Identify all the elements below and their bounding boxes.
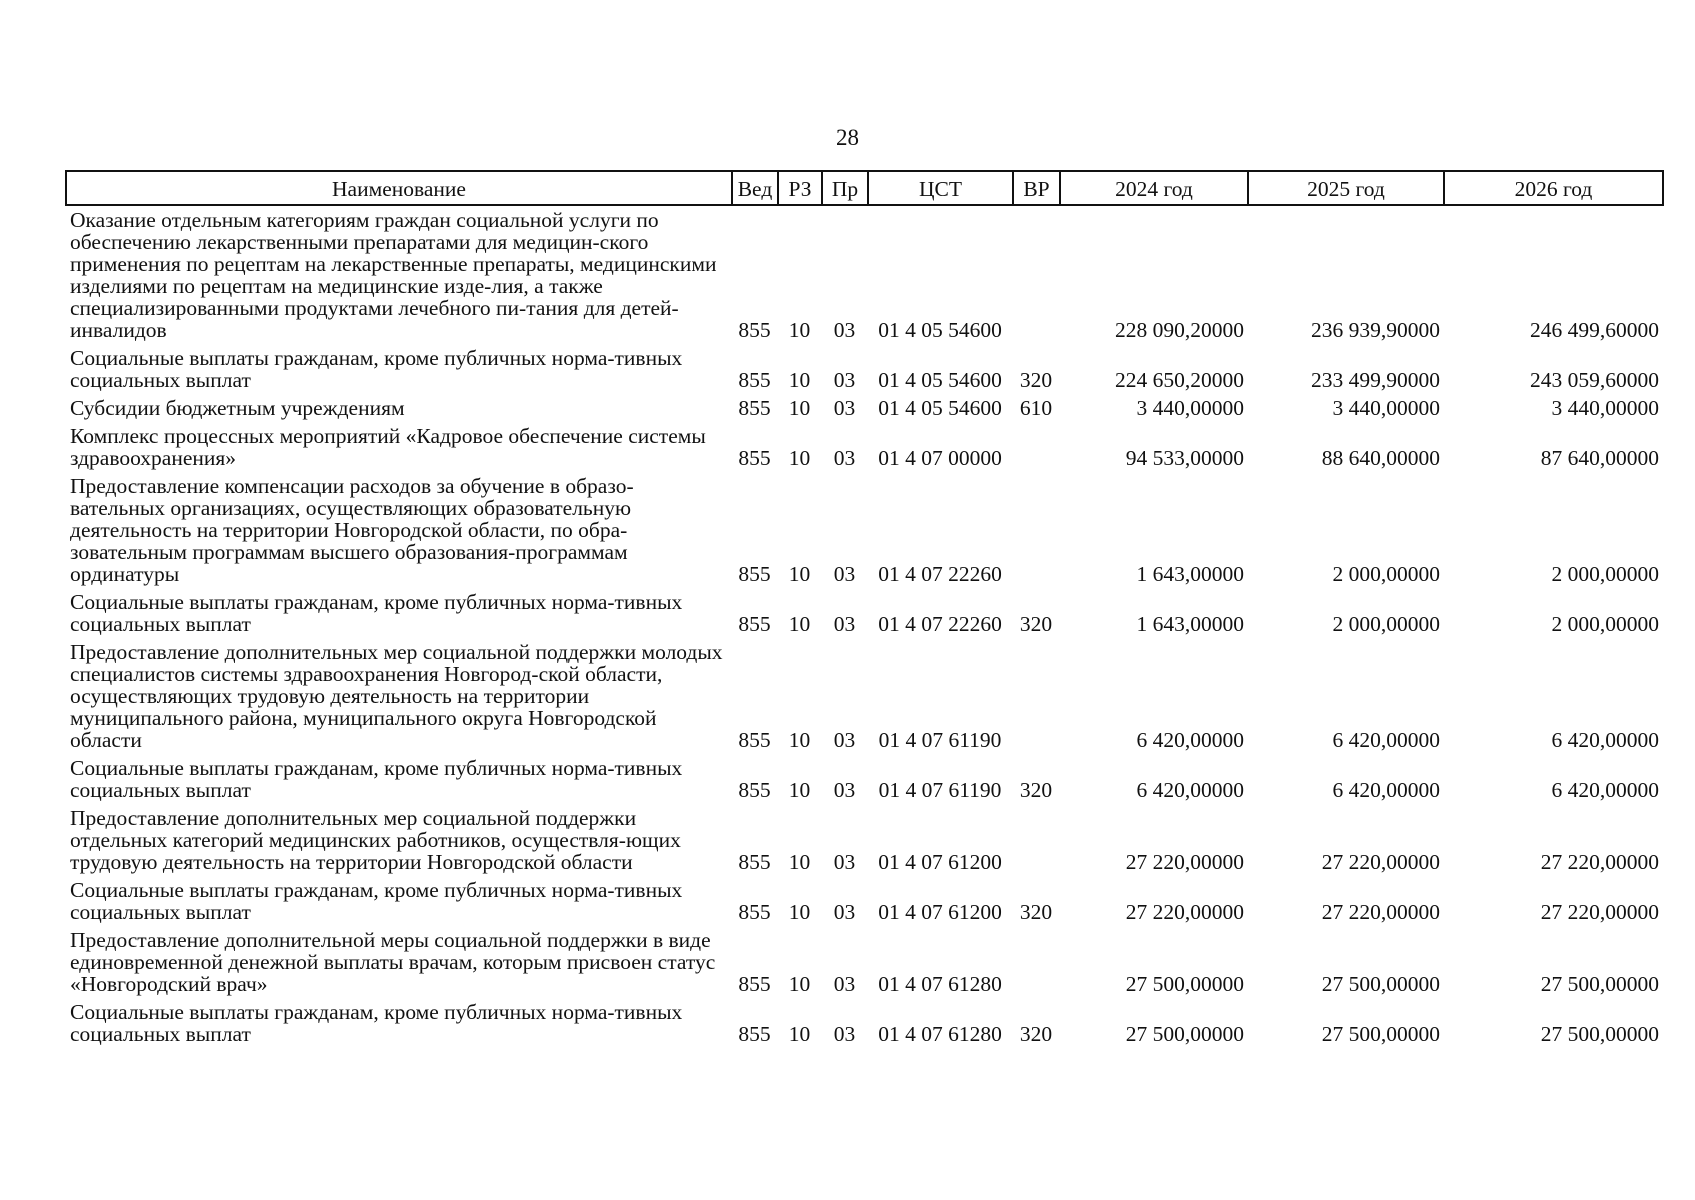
row-rz: 10 <box>788 396 811 420</box>
row-2024: 27 500,00000 <box>1125 1022 1244 1046</box>
table-body <box>66 205 1663 1048</box>
row-cst: 01 4 07 61280 <box>878 1022 1002 1046</box>
row-vr: 610 <box>1019 396 1053 420</box>
row-2026: 27 220,00000 <box>1540 900 1659 924</box>
row-name: Предоставление компенсации расходов за обучение в образо-вательных организациях, осуществляющих образовательную деятельность на территории Новгородской области, по обра-зовательным программам высшего образования-программам ординатуры <box>70 474 634 586</box>
row-ved: 855 <box>738 396 771 420</box>
header-cst: ЦСТ <box>868 171 1013 205</box>
row-vr: 320 <box>1019 1022 1053 1046</box>
header-ved: Вед <box>732 171 778 205</box>
row-vr: 320 <box>1019 900 1053 924</box>
row-pr: 03 <box>833 728 856 752</box>
row-ved: 855 <box>738 318 771 342</box>
row-2026: 87 640,00000 <box>1540 446 1659 470</box>
row-ved: 855 <box>738 446 771 470</box>
table-row <box>66 344 1663 394</box>
row-vr <box>1013 926 1060 998</box>
table-header-row <box>66 171 1663 205</box>
row-ved: 855 <box>738 612 771 636</box>
row-vr: 320 <box>1019 368 1053 392</box>
row-2024: 27 500,00000 <box>1125 972 1244 996</box>
row-2025: 2 000,00000 <box>1332 612 1440 636</box>
table-row <box>66 926 1663 998</box>
row-name: Оказание отдельным категориям граждан социальной услуги по обеспечению лекарственными препаратами для медицин-ского применения по рецептам на лекарственные препараты, медицинскими изделиями по рецептам на медицинские изде-лия, а также специализированными продуктами лечебного пи-тания для детей-инвалидов <box>70 208 717 342</box>
row-name: Социальные выплаты гражданам, кроме публичных норма-тивных социальных выплат <box>70 590 683 636</box>
row-2024: 6 420,00000 <box>1136 778 1244 802</box>
row-pr: 03 <box>833 368 856 392</box>
row-pr: 03 <box>833 562 856 586</box>
row-ved: 855 <box>738 900 771 924</box>
row-2026: 2 000,00000 <box>1551 612 1659 636</box>
row-pr: 03 <box>833 396 856 420</box>
table-row <box>66 754 1663 804</box>
table-row <box>66 804 1663 876</box>
row-name: Предоставление дополнительных мер социальной поддержки молодых специалистов системы здравоохранения Новгород-ской области, осуществляющих трудовую деятельность на территории муниципального района, муниципального округа Новгородской области <box>70 640 723 752</box>
row-2026: 6 420,00000 <box>1551 728 1659 752</box>
row-vr <box>1013 422 1060 472</box>
row-ved: 855 <box>738 1022 771 1046</box>
row-ved: 855 <box>738 850 771 874</box>
row-pr: 03 <box>833 612 856 636</box>
row-ved: 855 <box>738 368 771 392</box>
table-row <box>66 422 1663 472</box>
row-pr: 03 <box>833 318 856 342</box>
budget-table <box>65 170 1664 1048</box>
row-rz: 10 <box>788 612 811 636</box>
row-2025: 3 440,00000 <box>1332 396 1440 420</box>
table-row <box>66 472 1663 588</box>
row-vr: 320 <box>1019 612 1053 636</box>
row-name: Предоставление дополнительных мер социальной поддержки отдельных категорий медицинских работников, осуществля-ющих трудовую деятельность на территории Новгородской области <box>70 806 681 874</box>
row-pr: 03 <box>833 1022 856 1046</box>
table-row <box>66 394 1663 422</box>
row-pr: 03 <box>833 778 856 802</box>
row-vr <box>1013 205 1060 344</box>
row-2025: 6 420,00000 <box>1332 728 1440 752</box>
row-2025: 6 420,00000 <box>1332 778 1440 802</box>
header-name: Наименование <box>66 171 732 205</box>
row-2026: 246 499,60000 <box>1530 318 1659 342</box>
row-2024: 1 643,00000 <box>1136 612 1244 636</box>
row-2025: 27 220,00000 <box>1321 850 1440 874</box>
row-name: Социальные выплаты гражданам, кроме публичных норма-тивных социальных выплат <box>70 878 683 924</box>
table-row <box>66 998 1663 1048</box>
row-pr: 03 <box>833 972 856 996</box>
header-pr: Пр <box>822 171 868 205</box>
table-row <box>66 638 1663 754</box>
row-rz: 10 <box>788 446 811 470</box>
row-rz: 10 <box>788 778 811 802</box>
row-2024: 27 220,00000 <box>1125 900 1244 924</box>
row-2024: 27 220,00000 <box>1125 850 1244 874</box>
row-ved: 855 <box>738 972 771 996</box>
row-pr: 03 <box>833 850 856 874</box>
row-rz: 10 <box>788 1022 811 1046</box>
row-cst: 01 4 07 22260 <box>878 612 1002 636</box>
row-pr: 03 <box>833 446 856 470</box>
row-2024: 3 440,00000 <box>1136 396 1244 420</box>
page-number: 28 <box>836 125 859 150</box>
row-cst: 01 4 07 61280 <box>878 972 1002 996</box>
row-name: Социальные выплаты гражданам, кроме публичных норма-тивных социальных выплат <box>70 1000 683 1046</box>
row-ved: 855 <box>738 562 771 586</box>
row-2026: 2 000,00000 <box>1551 562 1659 586</box>
row-vr <box>1013 638 1060 754</box>
row-2024: 224 650,20000 <box>1115 368 1244 392</box>
row-name: Субсидии бюджетным учреждениям <box>70 396 405 420</box>
row-ved: 855 <box>738 728 771 752</box>
row-name: Социальные выплаты гражданам, кроме публичных норма-тивных социальных выплат <box>70 346 683 392</box>
row-2025: 27 220,00000 <box>1321 900 1440 924</box>
row-2025: 88 640,00000 <box>1321 446 1440 470</box>
row-2026: 27 500,00000 <box>1540 972 1659 996</box>
row-rz: 10 <box>788 318 811 342</box>
row-2026: 3 440,00000 <box>1551 396 1659 420</box>
table-row <box>66 205 1663 344</box>
row-cst: 01 4 05 54600 <box>878 318 1002 342</box>
row-rz: 10 <box>788 900 811 924</box>
row-rz: 10 <box>788 368 811 392</box>
header-2025: 2025 год <box>1248 171 1444 205</box>
row-name: Предоставление дополнительной меры социальной поддержки в виде единовременной денежной выплаты врачам, которым присвоен статус «Новгородский врач» <box>70 928 716 996</box>
header-2026: 2026 год <box>1444 171 1663 205</box>
table-row <box>66 588 1663 638</box>
row-cst: 01 4 07 22260 <box>878 562 1002 586</box>
row-cst: 01 4 07 61190 <box>878 778 1002 802</box>
row-cst: 01 4 05 54600 <box>878 396 1002 420</box>
row-name: Комплекс процессных мероприятий «Кадровое обеспечение системы здравоохранения» <box>70 424 706 470</box>
row-2024: 228 090,20000 <box>1115 318 1244 342</box>
row-2025: 2 000,00000 <box>1332 562 1440 586</box>
row-cst: 01 4 07 61200 <box>878 900 1002 924</box>
table-row <box>66 876 1663 926</box>
row-vr <box>1013 804 1060 876</box>
header-vr: ВР <box>1013 171 1060 205</box>
row-2025: 233 499,90000 <box>1311 368 1440 392</box>
row-2026: 243 059,60000 <box>1530 368 1659 392</box>
row-vr <box>1013 472 1060 588</box>
header-rz: РЗ <box>778 171 822 205</box>
row-cst: 01 4 07 61190 <box>878 728 1002 752</box>
row-cst: 01 4 07 00000 <box>878 446 1002 470</box>
row-pr: 03 <box>833 900 856 924</box>
row-rz: 10 <box>788 972 811 996</box>
row-2026: 27 220,00000 <box>1540 850 1659 874</box>
row-2026: 6 420,00000 <box>1551 778 1659 802</box>
row-rz: 10 <box>788 728 811 752</box>
row-2024: 6 420,00000 <box>1136 728 1244 752</box>
row-2026: 27 500,00000 <box>1540 1022 1659 1046</box>
row-2025: 27 500,00000 <box>1321 972 1440 996</box>
row-vr: 320 <box>1019 778 1053 802</box>
row-2024: 1 643,00000 <box>1136 562 1244 586</box>
row-ved: 855 <box>738 778 771 802</box>
header-2024: 2024 год <box>1060 171 1248 205</box>
row-2025: 27 500,00000 <box>1321 1022 1440 1046</box>
row-name: Социальные выплаты гражданам, кроме публичных норма-тивных социальных выплат <box>70 756 683 802</box>
row-rz: 10 <box>788 562 811 586</box>
row-rz: 10 <box>788 850 811 874</box>
row-2024: 94 533,00000 <box>1125 446 1244 470</box>
row-cst: 01 4 05 54600 <box>878 368 1002 392</box>
row-cst: 01 4 07 61200 <box>878 850 1002 874</box>
row-2025: 236 939,90000 <box>1311 318 1440 342</box>
